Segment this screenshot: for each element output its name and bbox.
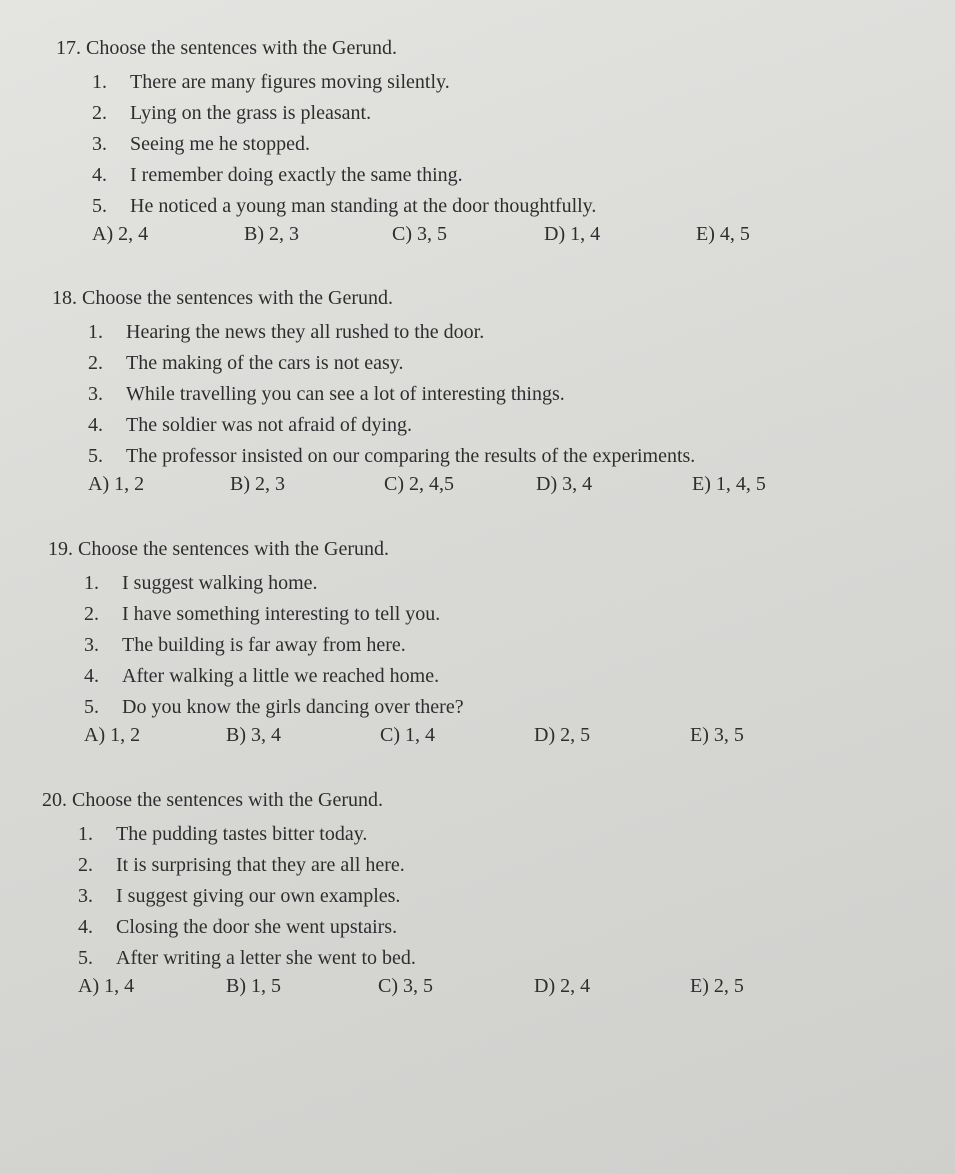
item-text: I suggest walking home.: [122, 572, 318, 594]
answer-option-b: B) 3, 4: [226, 724, 281, 746]
answer-option-b: B) 2, 3: [230, 473, 285, 495]
answer-option-e: E) 2, 5: [690, 975, 744, 997]
item-number: 3.: [88, 383, 103, 405]
item-text: It is surprising that they are all here.: [116, 854, 405, 876]
answer-option-b: B) 1, 5: [226, 975, 281, 997]
item-text: Closing the door she went upstairs.: [116, 916, 398, 938]
item-number: 1.: [88, 321, 103, 343]
item-text: After walking a little we reached home.: [122, 665, 440, 687]
answer-options: [88, 473, 848, 501]
list-item: [92, 160, 596, 191]
list-item: [78, 912, 416, 943]
item-text: Do you know the girls dancing over there?: [122, 696, 464, 718]
answer-option-a: A) 1, 2: [88, 473, 145, 495]
item-number: 5.: [88, 445, 103, 467]
question-number: 20.: [42, 789, 67, 811]
question-number: 18.: [52, 287, 77, 309]
sentence-list: [78, 819, 416, 974]
list-item: [92, 129, 596, 160]
item-number: 4.: [88, 414, 103, 436]
item-text: I have something interesting to tell you.: [122, 603, 441, 625]
answer-option-d: D) 2, 4: [534, 975, 591, 997]
answer-option-c: C) 2, 4,5: [384, 473, 454, 495]
item-text: While travelling you can see a lot of interesting things.: [126, 383, 565, 405]
question-title: [42, 789, 383, 812]
question-prompt: Choose the sentences with the Gerund.: [78, 538, 390, 560]
list-item: [78, 819, 416, 850]
sentence-list: [92, 67, 596, 222]
answer-option-a: A) 1, 4: [78, 975, 135, 997]
list-item: [92, 67, 596, 98]
item-number: 1.: [78, 823, 93, 845]
item-text: The building is far away from here.: [122, 634, 406, 656]
answer-options: [84, 724, 844, 752]
question-prompt: Choose the sentences with the Gerund.: [86, 37, 398, 59]
list-item: [78, 943, 416, 974]
list-item: [92, 98, 596, 129]
answer-options: [78, 975, 838, 1003]
question-number: 17.: [56, 37, 81, 59]
list-item: [88, 441, 695, 472]
item-text: Lying on the grass is pleasant.: [130, 102, 372, 124]
list-item: [88, 379, 695, 410]
item-number: 4.: [78, 916, 93, 938]
question-title: [56, 37, 397, 60]
answer-option-a: A) 2, 4: [92, 223, 149, 245]
list-item: [88, 317, 695, 348]
answer-options: [92, 223, 852, 251]
item-number: 2.: [92, 102, 107, 124]
item-number: 5.: [92, 195, 107, 217]
item-text: The making of the cars is not easy.: [126, 352, 404, 374]
list-item: [92, 191, 596, 222]
sentence-list: [88, 317, 695, 472]
item-text: Seeing me he stopped.: [130, 133, 310, 155]
answer-option-c: C) 1, 4: [380, 724, 435, 746]
list-item: [84, 692, 464, 723]
question-title: [48, 538, 389, 561]
item-text: There are many figures moving silently.: [130, 71, 450, 93]
item-number: 1.: [92, 71, 107, 93]
answer-option-d: D) 2, 5: [534, 724, 591, 746]
list-item: [88, 410, 695, 441]
answer-option-b: B) 2, 3: [244, 223, 299, 245]
answer-option-c: C) 3, 5: [378, 975, 433, 997]
list-item: [84, 568, 464, 599]
item-text: The soldier was not afraid of dying.: [126, 414, 413, 436]
item-number: 3.: [92, 133, 107, 155]
item-number: 2.: [78, 854, 93, 876]
item-text: The pudding tastes bitter today.: [116, 823, 368, 845]
item-number: 2.: [84, 603, 99, 625]
list-item: [78, 881, 416, 912]
item-number: 2.: [88, 352, 103, 374]
question-prompt: Choose the sentences with the Gerund.: [72, 789, 384, 811]
item-number: 3.: [78, 885, 93, 907]
sentence-list: [84, 568, 464, 723]
answer-option-a: A) 1, 2: [84, 724, 141, 746]
answer-option-c: C) 3, 5: [392, 223, 447, 245]
item-text: I suggest giving our own examples.: [116, 885, 401, 907]
item-text: Hearing the news they all rushed to the door.: [126, 321, 485, 343]
question-title: [52, 287, 393, 310]
item-text: The professor insisted on our comparing the results of the experiments.: [126, 445, 696, 467]
item-number: 3.: [84, 634, 99, 656]
answer-option-e: E) 4, 5: [696, 223, 750, 245]
answer-option-e: E) 1, 4, 5: [692, 473, 766, 495]
item-number: 5.: [78, 947, 93, 969]
list-item: [84, 630, 464, 661]
answer-option-d: D) 1, 4: [544, 223, 601, 245]
item-number: 5.: [84, 696, 99, 718]
answer-option-d: D) 3, 4: [536, 473, 593, 495]
item-number: 4.: [92, 164, 107, 186]
list-item: [88, 348, 695, 379]
item-number: 1.: [84, 572, 99, 594]
item-number: 4.: [84, 665, 99, 687]
item-text: He noticed a young man standing at the door thoughtfully.: [130, 195, 597, 217]
list-item: [84, 599, 464, 630]
answer-option-e: E) 3, 5: [690, 724, 744, 746]
list-item: [84, 661, 464, 692]
question-prompt: Choose the sentences with the Gerund.: [82, 287, 394, 309]
list-item: [78, 850, 416, 881]
item-text: After writing a letter she went to bed.: [116, 947, 416, 969]
item-text: I remember doing exactly the same thing.: [130, 164, 463, 186]
question-number: 19.: [48, 538, 73, 560]
